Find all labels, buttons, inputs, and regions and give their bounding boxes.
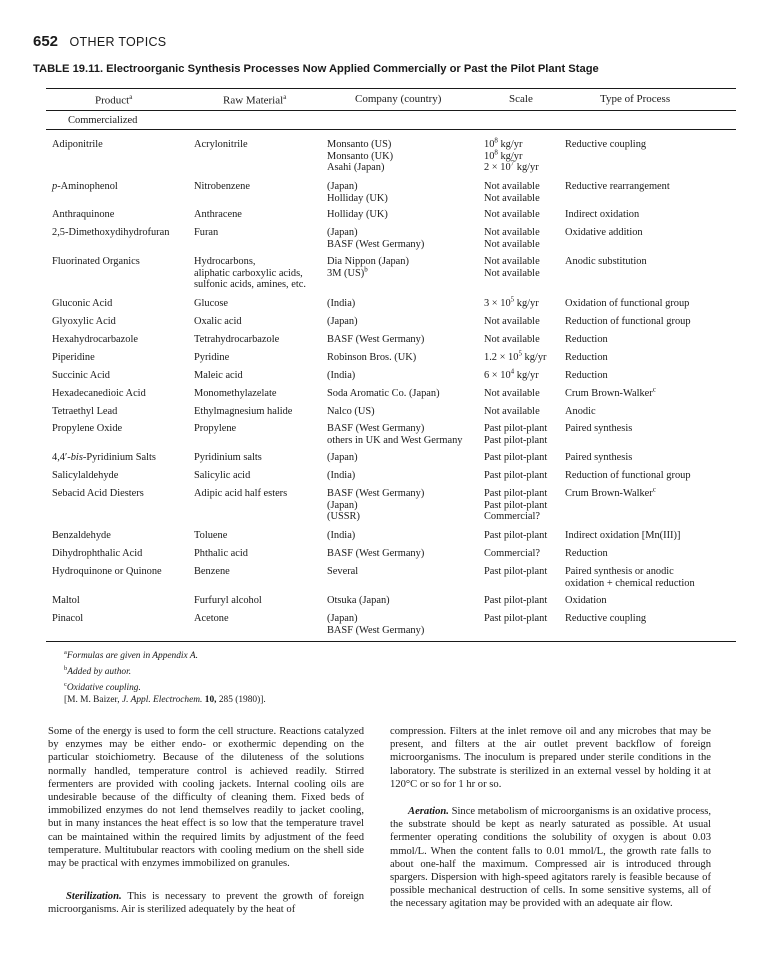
table-top-rule — [46, 88, 736, 89]
scale-cell: Past pilot-plant Past pilot-plant — [484, 423, 548, 446]
scale-cell: Commercial? — [484, 548, 540, 559]
raw-material-cell: Acrylonitrile — [194, 139, 248, 150]
company-cell: (India) — [327, 530, 356, 541]
body-column-right — [390, 725, 711, 911]
type-of-process-cell: Reductive coupling — [565, 613, 647, 624]
table-source: [M. M. Baizer, J. Appl. Electrochem. 10, 285 (1980)]. — [64, 694, 266, 705]
product-cell: Maltol — [52, 595, 80, 606]
product-cell: Dihydrophthalic Acid — [52, 548, 143, 559]
product-cell: Pinacol — [52, 613, 84, 624]
footnote — [64, 647, 266, 663]
raw-material-cell: Anthracene — [194, 209, 242, 220]
type-of-process-cell: Reduction — [565, 370, 608, 381]
scale-cell: Not available Not available — [484, 181, 540, 204]
type-of-process-cell: Oxidation of functional group — [565, 298, 690, 309]
scale-cell: $1.2 \times 10^5$ kg/yr — [484, 349, 547, 363]
company-cell: (Japan) — [327, 452, 358, 463]
product-cell: Tetraethyl Lead — [52, 406, 118, 417]
scale-cell: Not available Not available — [484, 227, 540, 250]
raw-material-cell: Oxalic acid — [194, 316, 242, 327]
header-type-of-process: Type of Process — [600, 93, 671, 105]
raw-material-cell: Pyridine — [194, 352, 230, 363]
table-header-rule — [46, 110, 736, 111]
raw-material-cell: Monomethylazelate — [194, 388, 277, 399]
raw-material-cell: Tetrahydrocarbazole — [194, 334, 280, 345]
product-cell: Fluorinated Organics — [52, 256, 140, 267]
table-bottom-rule — [46, 641, 736, 642]
product-cell: Anthraquinone — [52, 209, 115, 220]
type-of-process-cell: Reduction of functional group — [565, 470, 691, 481]
product-cell: Propylene Oxide — [52, 423, 123, 434]
type-of-process-cell: Indirect oxidation — [565, 209, 640, 220]
raw-material-cell: Acetone — [194, 613, 229, 624]
body-paragraph — [390, 805, 711, 911]
product-cell: Salicylaldehyde — [52, 470, 119, 481]
body-paragraph — [48, 890, 364, 916]
type-of-process-cell: Anodic substitution — [565, 256, 647, 267]
scale-cell: Past pilot-plant — [484, 566, 548, 577]
section-label-commercialized: Commercialized — [68, 115, 138, 126]
scale-cell: Not available Not available — [484, 256, 540, 279]
type-of-process-cell: Paired synthesis or anodic oxidation + chemical reduction — [565, 566, 695, 589]
scale-cell: $6 \times 10^4$ kg/yr — [484, 367, 539, 381]
footnote-mark: c — [64, 680, 67, 688]
scale-cell: Past pilot-plant — [484, 452, 548, 463]
type-of-process-cell: Reduction of functional group — [565, 316, 691, 327]
raw-material-cell: Nitrobenzene — [194, 181, 250, 192]
product-cell: Gluconic Acid — [52, 298, 113, 309]
product-cell: 4,4′-bis-Pyridinium Salts — [52, 452, 156, 463]
type-of-process-cell: Crum Brown-Walker$^c$ — [565, 485, 656, 499]
section-title: OTHER TOPICS — [69, 35, 167, 49]
footnote-mark: a — [64, 649, 67, 656]
company-cell: Soda Aromatic Co. (Japan) — [327, 388, 440, 399]
company-cell: (Japan) Holliday (UK) — [327, 181, 388, 204]
body-paragraph: compression. Filters at the inlet remove oil and any microbes that may be present, and filters at the air outlet prevent backflow of foreign microorganisms. The inoculum is prepared under sterile conditions in the laboratory. The substrate is sterilized in an external vessel by holding it at 120°C or so for 1 hr or so. — [390, 726, 711, 790]
scale-cell: Not available — [484, 406, 540, 417]
raw-material-cell: Toluene — [194, 530, 228, 541]
type-of-process-cell: Paired synthesis — [565, 423, 633, 434]
scale-cell: Past pilot-plant — [484, 470, 548, 481]
scale-cell: Past pilot-plant — [484, 613, 548, 624]
type-of-process-cell: Anodic — [565, 406, 596, 417]
scale-cell: Past pilot-plant — [484, 595, 548, 606]
company-cell: BASF (West Germany) others in UK and West Germany — [327, 423, 463, 446]
table-footnotes — [64, 647, 266, 707]
product-cell: Succinic Acid — [52, 370, 111, 381]
company-cell: BASF (West Germany) — [327, 548, 425, 559]
raw-material-cell: Propylene — [194, 423, 237, 434]
product-cell: Adiponitrile — [52, 139, 103, 150]
scale-cell: Not available — [484, 334, 540, 345]
table-section-rule — [46, 129, 736, 130]
scale-cell: Past pilot-plant Past pilot-plant Commercial? — [484, 488, 548, 523]
company-cell: Otsuka (Japan) — [327, 595, 390, 606]
product-cell: 2,5-Dimethoxydihydrofuran — [52, 227, 170, 238]
scale-cell: Not available — [484, 209, 540, 220]
company-cell: (India) — [327, 298, 356, 309]
body-column-left — [48, 725, 364, 917]
raw-material-cell: Benzene — [194, 566, 230, 577]
running-head — [33, 33, 166, 51]
company-cell: (India) — [327, 370, 356, 381]
product-cell: Benzaldehyde — [52, 530, 111, 541]
product-cell: p-Aminophenol — [52, 181, 118, 192]
header-scale: Scale — [509, 93, 533, 105]
raw-material-cell: Pyridinium salts — [194, 452, 262, 463]
product-cell: Glyoxylic Acid — [52, 316, 116, 327]
product-cell: Piperidine — [52, 352, 95, 363]
company-cell: Several — [327, 566, 359, 577]
type-of-process-cell: Reduction — [565, 352, 608, 363]
company-cell: (Japan) BASF (West Germany) — [327, 613, 425, 636]
scale-cell: $10^8$ kg/yr $10^8$ kg/yr $2 \times 10^7$ kg/yr — [484, 136, 539, 174]
product-cell: Hexadecanedioic Acid — [52, 388, 146, 399]
type-of-process-cell: Indirect oxidation [Mn(III)] — [565, 530, 681, 541]
company-cell: (Japan) BASF (West Germany) — [327, 227, 425, 250]
raw-material-cell: Adipic acid half esters — [194, 488, 288, 499]
run-in-heading: Aeration. — [408, 806, 449, 818]
raw-material-cell: Furfuryl alcohol — [194, 595, 262, 606]
raw-material-cell: Glucose — [194, 298, 229, 309]
product-cell: Sebacid Acid Diesters — [52, 488, 144, 499]
footnote-text: Formulas are given in Appendix A. — [66, 651, 198, 662]
company-cell: Holliday (UK) — [327, 209, 388, 220]
company-cell: Nalco (US) — [327, 406, 375, 417]
table-caption: TABLE 19.11. Electroorganic Synthesis Processes Now Applied Commercially or Past the Pilot Plant Stage — [33, 63, 599, 75]
page-number: 652 — [33, 33, 59, 50]
company-cell: Robinson Bros. (UK) — [327, 352, 417, 363]
type-of-process-cell: Crum Brown-Walker$^c$ — [565, 385, 656, 399]
header-raw-material: Raw Material$^a$ — [223, 93, 287, 107]
raw-material-cell: Phthalic acid — [194, 548, 248, 559]
scale-cell: Past pilot-plant — [484, 530, 548, 541]
type-of-process-cell: Oxidation — [565, 595, 607, 606]
raw-material-cell: Salicylic acid — [194, 470, 251, 481]
footnote-text: Added by author. — [67, 667, 132, 678]
footnote — [64, 679, 266, 695]
type-of-process-cell: Paired synthesis — [565, 452, 633, 463]
company-cell: (India) — [327, 470, 356, 481]
paragraph-text: Since metabolism of microorganisms is an oxidative process, the substrate should be kept as nearly saturated as possible. At usual fermenter operating conditions the solubility of oxygen is about 0.03 mmol/L. When the content falls to 0.01 mmol/L, the growth rate falls to about one-half the maximum. Compressed air is introduced through spargers. Dispersion with high-speed agitators rarely is feasible because of possible mechanical destruction of cells. In some sensitive systems, all of the necessary agitation may be provided with an adequate air flow. — [390, 806, 711, 910]
footnote — [64, 663, 266, 679]
header-company: Company (country) — [355, 93, 442, 105]
raw-material-cell: Furan — [194, 227, 219, 238]
company-cell: Dia Nippon (Japan) 3M (US)$^b$ — [327, 256, 409, 279]
raw-material-cell: Ethylmagnesium halide — [194, 406, 293, 417]
raw-material-cell: Maleic acid — [194, 370, 243, 381]
company-cell: BASF (West Germany) (Japan) (USSR) — [327, 488, 425, 523]
scale-cell: $3 \times 10^5$ kg/yr — [484, 295, 539, 309]
scale-cell: Not available — [484, 316, 540, 327]
body-paragraph: Some of the energy is used to form the cell structure. Reactions catalyzed by enzymes may be either endo- or exothermic depending on the particular stoichiometry. Because of the diluteness of the solutions normally handled, temperature control is achieved readily. Stirred fermenters are provided with cooling jackets. Internal cooling oils are undesirable because of the difficulty of cleaning them. Fixed beds of immobilized enzymes do not lend themselves readily to jacket cooling, but in many instances the heat effect is so low that the temperature travel can be maintained within the required limits by adjustment of the feed temperature. Multitubular reactors with cooling medium on the shell side may be practical with enzymes immobilized on granules. — [48, 726, 364, 870]
scale-cell: Not available — [484, 388, 540, 399]
product-cell: Hydroquinone or Quinone — [52, 566, 162, 577]
type-of-process-cell: Oxidative addition — [565, 227, 643, 238]
type-of-process-cell: Reduction — [565, 334, 608, 345]
header-product: Product$^a$ — [95, 93, 133, 107]
company-cell: Monsanto (US) Monsanto (UK) Asahi (Japan) — [327, 139, 394, 174]
company-cell: (Japan) — [327, 316, 358, 327]
footnote-text: Oxidative coupling. — [66, 682, 141, 693]
footnote-mark: b — [64, 664, 68, 672]
type-of-process-cell: Reductive coupling — [565, 139, 647, 150]
raw-material-cell: Hydrocarbons, aliphatic carboxylic acids, sulfonic acids, amines, etc. — [194, 256, 306, 291]
company-cell: BASF (West Germany) — [327, 334, 425, 345]
run-in-heading: Sterilization. — [66, 891, 122, 903]
type-of-process-cell: Reduction — [565, 548, 608, 559]
product-cell: Hexahydrocarbazole — [52, 334, 138, 345]
paragraph-text: This is necessary to prevent the growth of foreign microorganisms. Air is sterilized adequately by the heat of — [48, 891, 364, 916]
type-of-process-cell: Reductive rearrangement — [565, 181, 670, 192]
